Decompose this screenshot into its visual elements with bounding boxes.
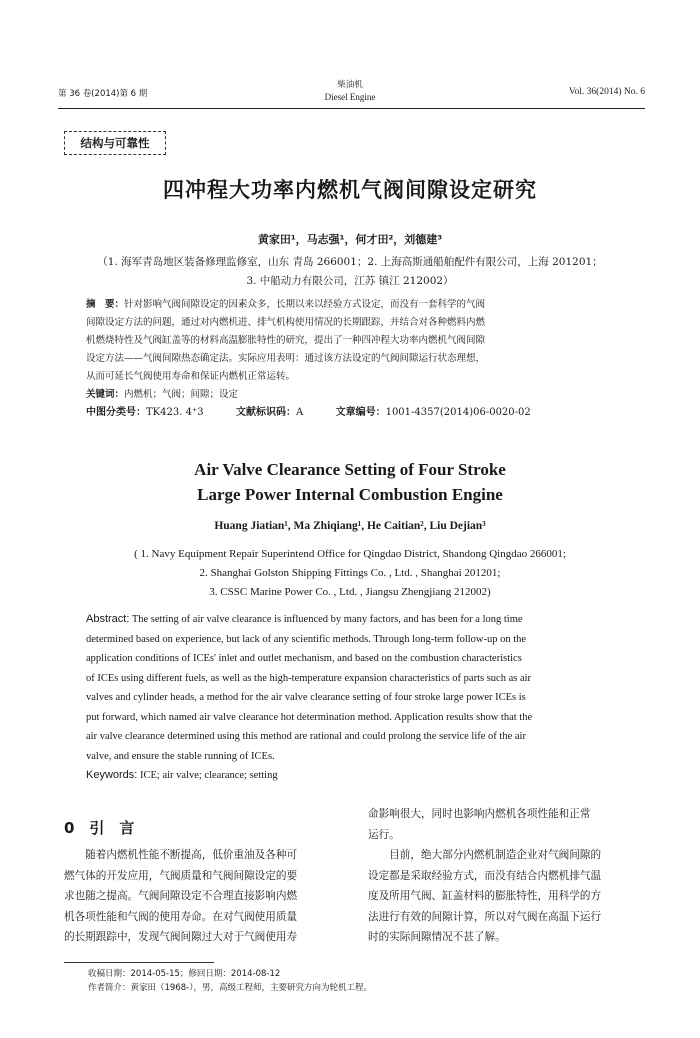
- abstract-cn-line: 间隙设定方法的问题，通过对内燃机进、排气机构使用情况的长期跟踪，并结合对各种燃料内燃: [86, 317, 486, 328]
- keywords-en: ICE; air valve; clearance; setting: [139, 770, 278, 781]
- intro-heading: 0 引 言: [64, 819, 135, 837]
- abstract-en-line: put forward, which named air valve clearance hot determination method. Application results show that the: [86, 711, 533, 723]
- article-no-label: 文章编号：: [335, 407, 386, 418]
- abstract-en-line: determined based on experience, but lack of any scientific methods. Through long-term follow-up on the: [86, 633, 527, 645]
- authors-cn: 黄家田¹，马志强¹，何才田²，刘德建³: [257, 233, 443, 246]
- body-left-line: 的长期跟踪中，发现气阀间隙过大对于气阀使用寿: [64, 931, 298, 943]
- title-cn: 四冲程大功率内燃机气阀间隙设定研究: [163, 178, 537, 202]
- doc-code-value: A: [295, 407, 304, 418]
- header-volume: Vol. 36(2014) No. 6: [568, 87, 645, 97]
- body-left-line: 求也随之提高。气阀间隙设定不合理直接影响内燃: [64, 890, 298, 902]
- header-journal-cn: 柴油机: [337, 80, 363, 90]
- abstract-en: [86, 610, 634, 786]
- body-left-line: 随着内燃机性能不断提高，低价重油及各种可: [64, 849, 298, 861]
- affiliation-en-line-2: 2. Shanghai Golston Shipping Fittings Co. , Ltd. , Shanghai 201201;: [199, 567, 501, 579]
- body-right-line: 命影响很大，同时也影响内燃机各项性能和正常: [368, 808, 591, 820]
- abstract-en-line: application conditions of ICEs' inlet and outlet mechanism, and based on the combustion characteristics: [86, 653, 522, 664]
- body-left-line: 燃气体的开发应用，气阀质量和气阀间隙设定的要: [64, 869, 298, 882]
- header-journal-en: Diesel Engine: [324, 92, 376, 102]
- body-left-line: 机各项性能和气阀的使用寿命。在对气阀使用质量: [64, 910, 298, 923]
- keywords-cn: 内燃机；气阀；间隙；设定: [124, 389, 239, 400]
- abstract-en-line: of ICEs using different fuels, as well as the high-temperature expansion characteristics of parts such as air: [86, 672, 532, 684]
- abstract-en-line: The setting of air valve clearance is influenced by many factors, and has been for a long time: [131, 614, 523, 625]
- clc-label: 中图分类号：: [86, 407, 146, 418]
- keywords-en-label: Keywords:: [86, 769, 138, 781]
- clc-value: TK423. 4⁺3: [146, 407, 204, 418]
- abstract-cn-line: 针对影响气阀间隙设定的因素众多，长期以来以经验方式设定，而没有一套科学的气阀: [124, 299, 486, 310]
- body-right-line: 运行。: [368, 828, 400, 841]
- header-issue: 第 36 卷(2014)第 6 期: [58, 89, 148, 99]
- title-en-line-2: Large Power Internal Combustion Engine: [197, 485, 503, 504]
- authors-en: Huang Jiatian¹, Ma Zhiqiang¹, He Caitian², Liu Dejian³: [214, 520, 486, 532]
- article-no-value: 1001-4357(2014)06-0020-02: [385, 407, 531, 418]
- title-en-line-1: Air Valve Clearance Setting of Four Stroke: [194, 460, 506, 479]
- body-right-column: [368, 804, 650, 948]
- abstract-cn-line: 设定方法——气阀间隙热态确定法。实际应用表明：通过该方法设定的气阀间隙运行状态理想，: [86, 353, 486, 364]
- abstract-en-label: Abstract:: [86, 613, 130, 625]
- body-right-line: 设定都是采取经验方式，而没有结合内燃机排气温: [368, 869, 602, 882]
- footnote-received: 收稿日期：2014-05-15；修回日期：2014-08-12: [88, 969, 281, 979]
- footnote-rule: [64, 962, 214, 963]
- body-right-line: 度及所用气阀、缸盖材料的膨胀特性，用科学的方: [368, 890, 602, 902]
- affiliation-cn-line-2: 3. 中船动力有限公司，江苏 镇江 212002）: [246, 275, 454, 287]
- doc-code-label: 文献标识码：: [235, 407, 296, 418]
- abstract-cn-line: 机燃烧特性及气阀缸盖等的材料高温膨胀特性的研究，提出了一种四冲程大功率内燃机气阀间隙: [86, 335, 486, 346]
- body-left-column: [64, 845, 346, 948]
- section-label: 结构与可靠性: [64, 131, 166, 155]
- affiliation-en-line-3: 3. CSSC Marine Power Co. , Ltd. , Jiangsu Zhengjiang 212002): [209, 586, 491, 598]
- abstract-en-line: valve, and ensure the stable running of ICEs.: [86, 750, 275, 762]
- footnote-author: 作者简介：黄家田（1968-），男，高级工程师，主要研究方向为轮机工程。: [88, 983, 372, 993]
- body-right-line: 目前，绝大部分内燃机制造企业对气阀间隙的: [368, 849, 602, 861]
- body-right-line: 法进行有效的间隙计算，所以对气阀在高温下运行: [368, 910, 602, 923]
- abstract-cn: [86, 296, 634, 422]
- abstract-en-line: valves and cylinder heads, a method for the air valve clearance setting of four stroke large power ICEs is: [86, 692, 526, 703]
- affiliation-en-line-1: ( 1. Navy Equipment Repair Superintend Office for Qingdao District, Shandong Qingdao 266001;: [134, 548, 566, 560]
- abstract-cn-line: 从而可延长气阀使用寿命和保证内燃机正常运转。: [86, 371, 296, 382]
- body-right-line: 时的实际间隙情况不甚了解。: [368, 931, 506, 943]
- header-rule: [58, 108, 645, 109]
- abstract-cn-label: 摘 要：: [86, 299, 125, 310]
- abstract-en-line: air valve clearance determined using this method are rational and could prolong the service life of the air: [86, 731, 526, 742]
- affiliation-cn-line-1: （1. 海军青岛地区装备修理监修室，山东 青岛 266001；2. 上海高斯通船舶配件有限公司，上海 201201；: [97, 256, 603, 268]
- keywords-cn-label: 关键词：: [86, 389, 125, 400]
